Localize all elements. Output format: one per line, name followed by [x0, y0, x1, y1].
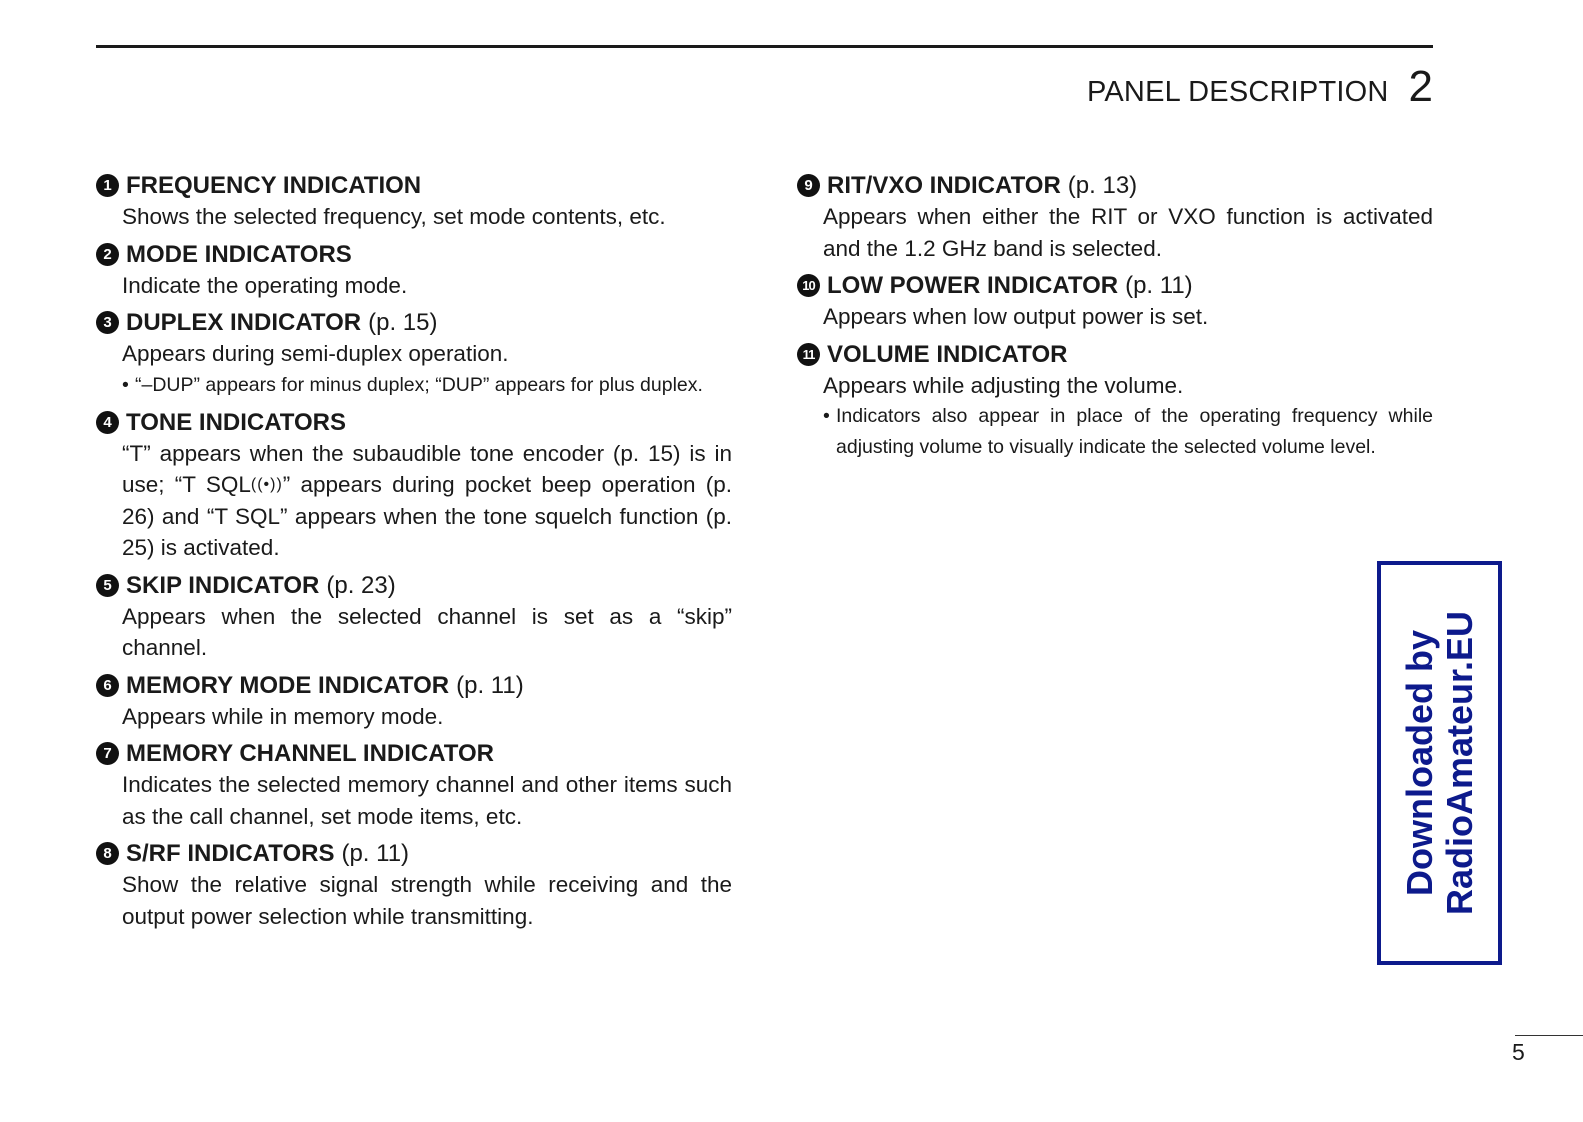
note-text: Indicators also appear in place of the operating frequency while adjusting volume to visually indicate the selected volume level.: [836, 405, 1433, 458]
item-rit-vxo-indicator: [797, 170, 1433, 264]
item-number-badge: 1: [96, 174, 119, 197]
item-description: Indicates the selected memory channel and other items such as the call channel, set mode items, etc.: [122, 772, 732, 829]
item-description: Indicate the operating mode.: [122, 272, 408, 298]
item-low-power-indicator: [797, 270, 1433, 333]
item-note: [797, 401, 1433, 463]
item-number-badge: 6: [96, 674, 119, 697]
item-number-badge: 7: [96, 742, 119, 765]
item-title: MODE INDICATORS: [126, 240, 352, 268]
watermark-line-1: Downloaded by: [1398, 630, 1440, 897]
item-description: Shows the selected frequency, set mode contents, etc.: [122, 204, 666, 229]
item-title: MEMORY MODE INDICATOR: [126, 671, 450, 699]
section-header: [1087, 62, 1433, 112]
item-description: Appears when the selected channel is set as a “skip” channel.: [122, 603, 732, 660]
item-volume-indicator: [797, 339, 1433, 464]
bullet-icon: •: [823, 405, 830, 427]
item-number-badge: 4: [96, 411, 119, 434]
item-number-badge: 3: [96, 311, 119, 334]
top-rule: [96, 45, 1433, 48]
page-reference: (p. 13): [1067, 172, 1138, 199]
item-number-badge: 2: [96, 243, 119, 266]
page-reference: (p. 15): [368, 309, 438, 336]
item-note: [96, 370, 732, 401]
section-title: PANEL DESCRIPTION: [1087, 76, 1389, 108]
item-title: TONE INDICATORS: [126, 408, 347, 436]
item-srf-indicators: [96, 838, 732, 932]
item-title: LOW POWER INDICATOR: [827, 272, 1119, 299]
item-description: [96, 438, 732, 564]
item-title: FREQUENCY INDICATION: [126, 172, 422, 199]
item-memory-mode-indicator: [96, 670, 732, 733]
item-number-badge: 11: [797, 343, 820, 366]
item-memory-channel-indicator: [96, 738, 732, 832]
download-watermark: [1377, 561, 1502, 965]
right-column: [797, 170, 1433, 469]
item-title: VOLUME INDICATOR: [827, 340, 1068, 368]
item-number-badge: 10: [797, 274, 820, 297]
item-number-badge: 9: [797, 174, 820, 197]
item-duplex-indicator: [96, 307, 732, 401]
page-reference: (p. 11): [341, 840, 410, 867]
item-description: Appears while in memory mode.: [122, 703, 444, 729]
item-title: S/RF INDICATORS: [126, 840, 335, 867]
item-title: RIT/VXO INDICATOR: [827, 172, 1061, 199]
note-text: “–DUP” appears for minus duplex; “DUP” appears for plus duplex.: [135, 373, 703, 396]
bullet-icon: •: [122, 373, 129, 396]
item-number-badge: 8: [96, 842, 119, 865]
item-title: DUPLEX INDICATOR: [126, 309, 362, 336]
left-column: [96, 170, 732, 938]
page-number-rule: [1515, 1035, 1583, 1036]
item-number-badge: 5: [96, 574, 119, 597]
description-text-part: “T” appears when the subaudible tone encoder (p. 15) is in use; “T SQL: [122, 440, 732, 497]
item-frequency-indication: [96, 170, 732, 233]
description-text-part: ” appears during pocket beep operation (p. 26) and “T SQL” appears when the tone squelch function (p. 25) is activated.: [122, 472, 732, 560]
page-reference: (p. 11): [1125, 272, 1193, 299]
page-reference: (p. 23): [326, 571, 396, 599]
item-skip-indicator: [96, 570, 732, 664]
item-title: MEMORY CHANNEL INDICATOR: [126, 740, 495, 767]
item-description: Appears during semi-duplex operation.: [122, 341, 509, 366]
item-description: Appears when either the RIT or VXO function is activated and the 1.2 GHz band is selected.: [823, 204, 1433, 261]
item-description: Appears while adjusting the volume.: [823, 372, 1184, 398]
item-description: Show the relative signal strength while receiving and the output power selection while transmitting.: [122, 872, 732, 929]
item-tone-indicators: [96, 407, 732, 564]
pocket-beep-icon: ((•)): [250, 476, 283, 493]
page-number: 5: [1512, 1039, 1525, 1065]
section-number: 2: [1408, 62, 1433, 111]
item-mode-indicators: [96, 239, 732, 302]
watermark-line-2: RadioAmateur.EU: [1438, 610, 1480, 916]
page-reference: (p. 11): [456, 671, 524, 699]
item-description: Appears when low output power is set.: [823, 304, 1209, 329]
item-title: SKIP INDICATOR: [126, 571, 320, 599]
